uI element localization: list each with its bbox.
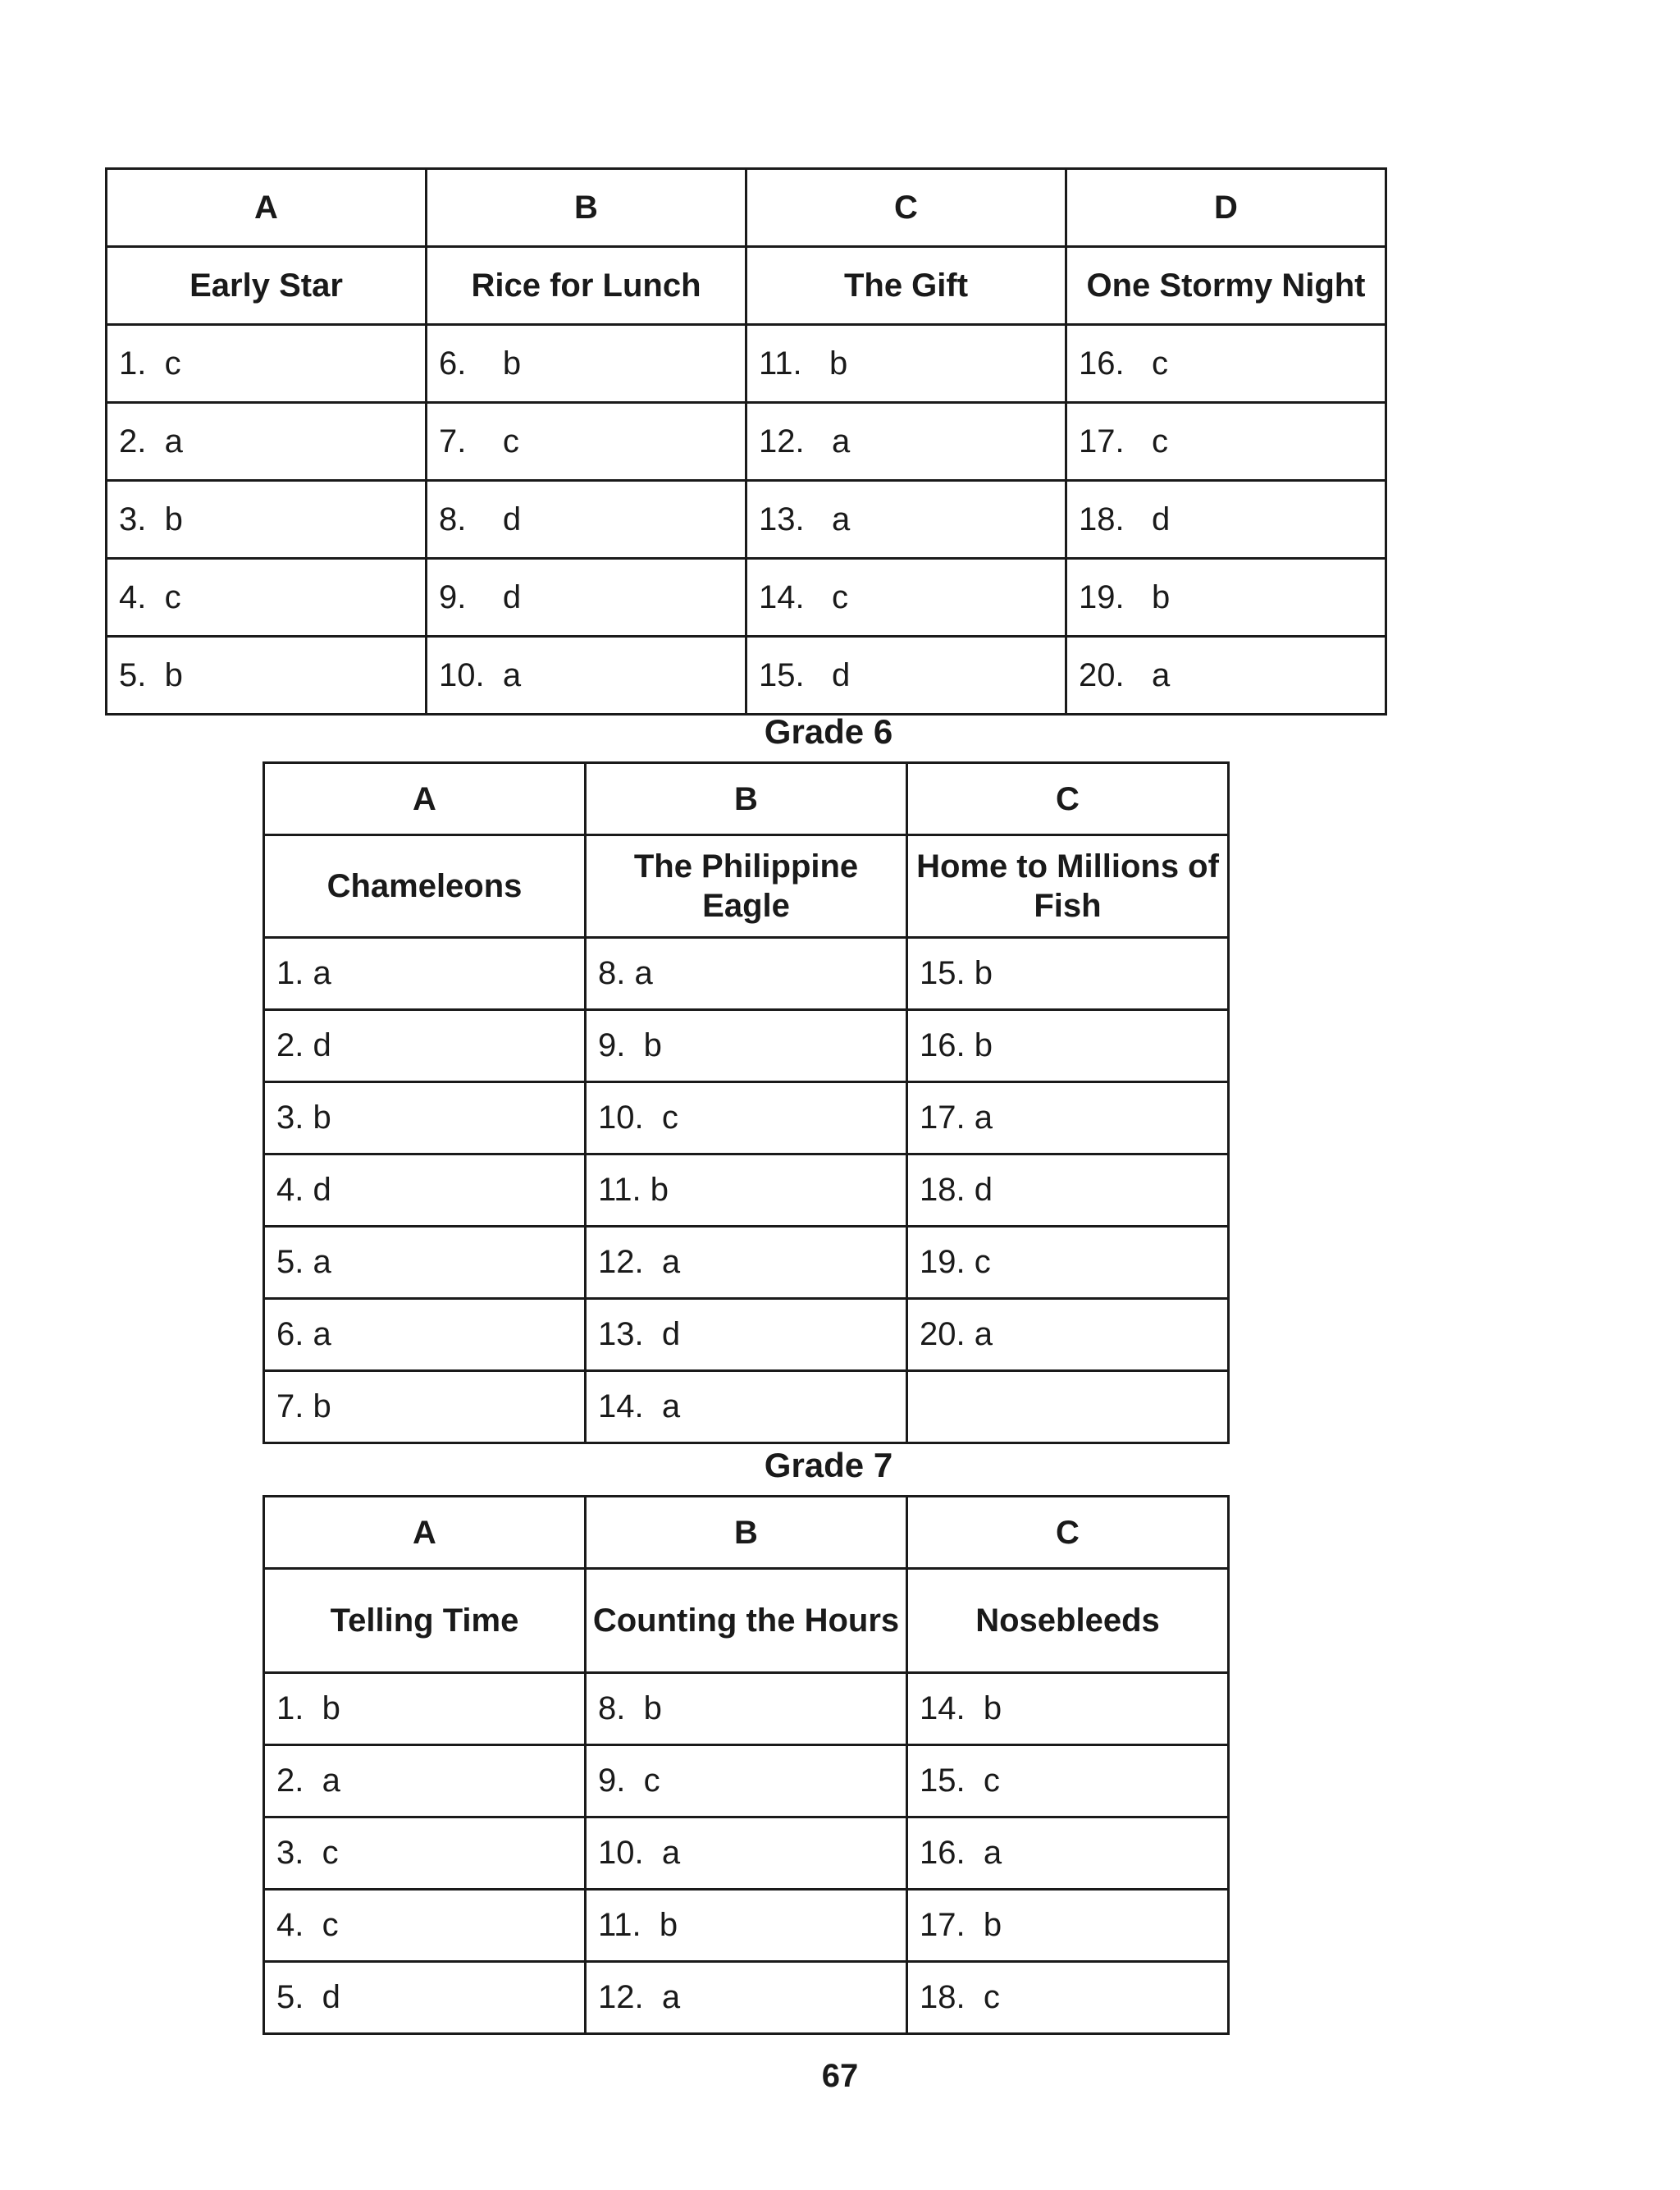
answer-cell: 6. a [264,1299,586,1371]
answer-cell: 12. a [746,403,1066,481]
answer-cell: 15. d [746,637,1066,715]
answer-row [264,1745,1229,1817]
answer-row [264,1299,1229,1371]
story-title: The Philippine Eagle [586,835,907,938]
answer-cell: 12. a [586,1962,907,2034]
answer-cell: 13. a [746,481,1066,559]
story-title-row [107,247,1386,325]
grade-7-heading: Grade 7 [764,1446,893,1484]
answer-cell: 15. c [907,1745,1229,1817]
answer-cell: 14. c [746,559,1066,637]
column-letter: A [264,763,586,835]
column-letter: D [1066,169,1386,247]
column-letter: C [907,763,1229,835]
answer-cell: 18. d [1066,481,1386,559]
answer-key-table-grade-7 [262,1495,1230,2035]
answer-cell: 15. b [907,938,1229,1010]
answer-cell: 9. d [427,559,746,637]
answer-row [264,1962,1229,2034]
story-title: Rice for Lunch [427,247,746,325]
answer-cell: 10. a [586,1817,907,1890]
column-letter: C [907,1497,1229,1569]
column-letter: B [586,763,907,835]
answer-row [264,1673,1229,1745]
answer-cell: 4. c [264,1890,586,1962]
answer-cell: 20. a [1066,637,1386,715]
answer-row [107,637,1386,715]
column-letter-row [264,763,1229,835]
answer-cell: 1. b [264,1673,586,1745]
answer-cell: 8. d [427,481,746,559]
answer-cell: 5. a [264,1227,586,1299]
answer-cell: 5. d [264,1962,586,2034]
answer-cell: 7. c [427,403,746,481]
story-title: Chameleons [264,835,586,938]
answer-key-table-top [105,167,1387,716]
answer-cell: 2. a [107,403,427,481]
column-letter: B [586,1497,907,1569]
answer-cell: 8. b [586,1673,907,1745]
story-title: One Stormy Night [1066,247,1386,325]
answer-cell: 12. a [586,1227,907,1299]
answer-cell: 17. b [907,1890,1229,1962]
answer-cell: 9. c [586,1745,907,1817]
answer-cell: 10. a [427,637,746,715]
answer-row [107,325,1386,403]
answer-cell: 20. a [907,1299,1229,1371]
answer-row [264,1227,1229,1299]
column-letter: B [427,169,746,247]
answer-cell: 9. b [586,1010,907,1082]
answer-cell: 4. d [264,1154,586,1227]
answer-cell: 16. c [1066,325,1386,403]
answer-row [264,1890,1229,1962]
answer-cell: 19. c [907,1227,1229,1299]
answer-cell: 6. b [427,325,746,403]
answer-cell: 4. c [107,559,427,637]
answer-row [107,403,1386,481]
story-title: Early Star [107,247,427,325]
answer-key-table-grade-6 [262,761,1230,1444]
answer-cell: 18. c [907,1962,1229,2034]
answer-cell: 11. b [586,1154,907,1227]
answer-cell: 5. b [107,637,427,715]
answer-cell: 17. a [907,1082,1229,1154]
column-letter: A [264,1497,586,1569]
answer-cell: 18. d [907,1154,1229,1227]
story-title: The Gift [746,247,1066,325]
column-letter: A [107,169,427,247]
grade-6-heading: Grade 6 [764,712,893,751]
story-title: Telling Time [264,1569,586,1673]
answer-cell: 11. b [746,325,1066,403]
answer-cell: 16. b [907,1010,1229,1082]
answer-cell: 2. a [264,1745,586,1817]
story-title: Home to Millions of Fish [907,835,1229,938]
answer-cell: 19. b [1066,559,1386,637]
column-letter-row [107,169,1386,247]
answer-cell: 16. a [907,1817,1229,1890]
answer-cell: 7. b [264,1371,586,1443]
column-letter-row [264,1497,1229,1569]
answer-cell: 14. a [586,1371,907,1443]
answer-cell: 8. a [586,938,907,1010]
answer-row [264,938,1229,1010]
story-title-row [264,1569,1229,1673]
answer-cell: 11. b [586,1890,907,1962]
answer-row [107,481,1386,559]
story-title: Nosebleeds [907,1569,1229,1673]
answer-cell: 2. d [264,1010,586,1082]
answer-row [107,559,1386,637]
answer-row [264,1010,1229,1082]
answer-cell: 1. c [107,325,427,403]
answer-cell: 10. c [586,1082,907,1154]
story-title-row [264,835,1229,938]
answer-row [264,1082,1229,1154]
answer-cell: 1. a [264,938,586,1010]
column-letter: C [746,169,1066,247]
story-title: Counting the Hours [586,1569,907,1673]
answer-cell: 3. b [107,481,427,559]
answer-row [264,1817,1229,1890]
page-number: 67 [821,2058,859,2094]
answer-cell: 13. d [586,1299,907,1371]
answer-cell [907,1371,1229,1443]
answer-cell: 3. b [264,1082,586,1154]
answer-row [264,1371,1229,1443]
answer-cell: 3. c [264,1817,586,1890]
answer-cell: 17. c [1066,403,1386,481]
answer-cell: 14. b [907,1673,1229,1745]
answer-row [264,1154,1229,1227]
